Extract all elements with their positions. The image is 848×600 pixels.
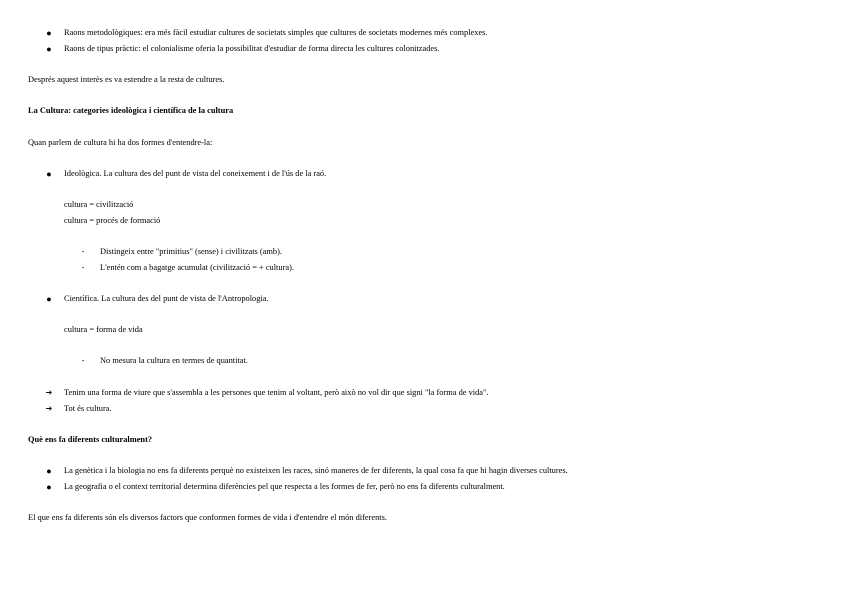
intro-bullet-1: Raons metodològiques: era més fàcil estudiar cultures de societats simples que cultures de societats modernes més complexes. [64, 28, 488, 37]
dash-icon: - [81, 247, 85, 256]
bullet-icon: ● [46, 169, 52, 179]
bullet-ideologica: Ideològica. La cultura des del punt de vista del coneixement i de l'ús de la raó. [64, 169, 327, 178]
equation-forma-de-vida: cultura = forma de vida [64, 325, 143, 334]
arrow-right-icon: ➔ [45, 404, 53, 413]
bullet-icon: ● [46, 294, 52, 304]
bullet-cientifica: Científica. La cultura des del punt de vista de l'Antropologia. [64, 294, 269, 303]
paragraph-ways: Quan parlem de cultura hi ha dos formes d'entendre-la: [28, 138, 213, 147]
bullet-geografia: La geografia o el context territorial determina diferències pel que respecta a les formes de fer, però no ens fa diferents culturalment. [64, 482, 505, 491]
bullet-genetica: La genètica i la biologia no ens fa diferents perquè no existeixen les races, sinó maneres de fer diferents, la qual cosa fa que hi hagin diverses cultures. [64, 466, 568, 475]
section-heading-cultura: La Cultura: categories ideològica i científica de la cultura [28, 106, 234, 115]
bullet-icon: ● [46, 28, 52, 38]
equation-civilitzacio: cultura = civilització [64, 200, 134, 209]
paragraph-after: Després aquest interès es va estendre a la resta de cultures. [28, 75, 225, 84]
arrow-item-forma-viure: Tenim una forma de viure que s'assembla a les persones que tenim al voltant, però això no vol dir que signi "la forma de vida". [64, 388, 489, 397]
bullet-icon: ● [46, 466, 52, 476]
arrow-item-tot-es-cultura: Tot és cultura. [64, 404, 112, 413]
bullet-icon: ● [46, 482, 52, 492]
arrow-right-icon: ➔ [45, 388, 53, 397]
section-heading-diferents: Què ens fa diferents culturalment? [28, 435, 153, 444]
sub-item-bagatge: L'entén com a bagatge acumulat (civilització = + cultura). [100, 263, 294, 272]
sub-item-quantitat: No mesura la cultura en termes de quantitat. [100, 356, 248, 365]
dash-icon: - [81, 263, 85, 272]
equation-proces: cultura = procés de formació [64, 216, 161, 225]
paragraph-final: El que ens fa diferents són els diversos factors que conformen formes de vida i d'entendre el món diferents. [28, 513, 387, 522]
bullet-icon: ● [46, 44, 52, 54]
intro-bullet-2: Raons de tipus pràctic: el colonialisme oferia la possibilitat d'estudiar de forma directa les cultures colonitzades. [64, 44, 440, 53]
sub-item-distingeix: Distingeix entre "primitius" (sense) i civilitzats (amb). [100, 247, 282, 256]
dash-icon: - [81, 356, 85, 365]
